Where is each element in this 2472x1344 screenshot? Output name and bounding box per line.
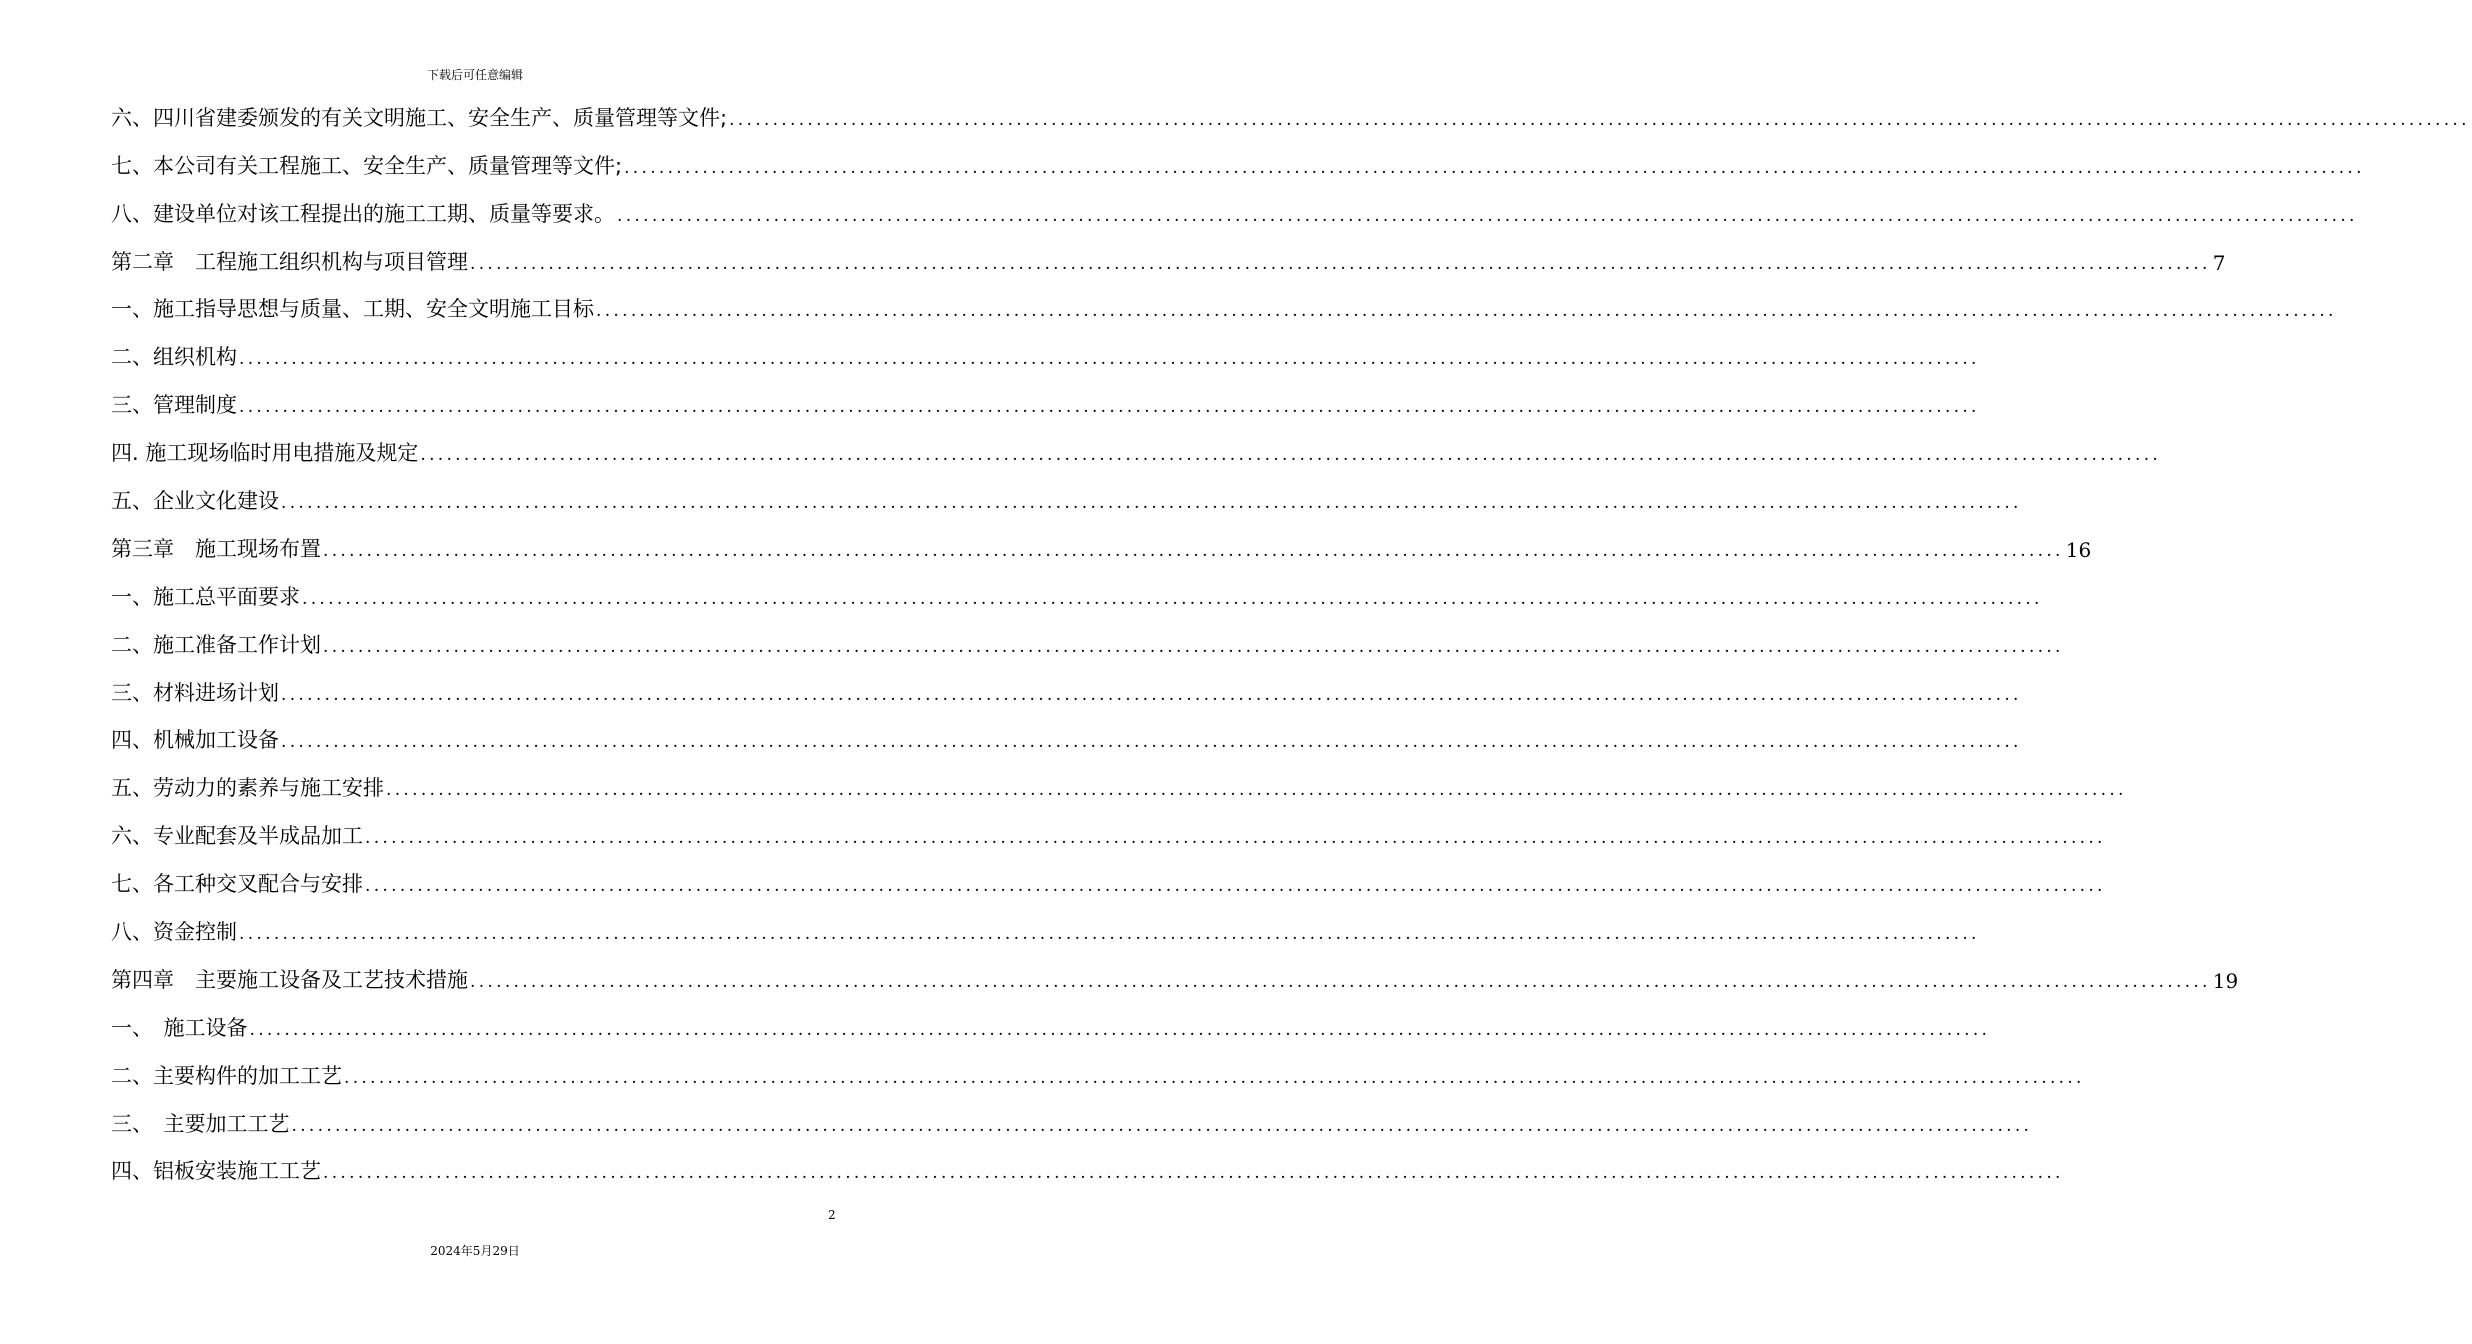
- toc-entry-label: 二、组织机构: [111, 345, 237, 370]
- toc-entry[interactable]: [111, 90, 2470, 138]
- toc-entry-label: 六、四川省建委颁发的有关文明施工、安全生产、质量管理等文件;: [111, 105, 728, 130]
- toc-entry-label: 一、 施工设备: [111, 1015, 248, 1040]
- toc-dot-leader: ........................................................................................................................................................................................................: [470, 971, 2211, 992]
- toc-entry[interactable]: [111, 856, 2106, 904]
- toc-entry[interactable]: [111, 138, 2365, 186]
- page-number: 2: [828, 1208, 836, 1222]
- toc-dot-leader: ........................................................................................................................................................................................................: [617, 205, 2358, 226]
- toc-entry[interactable]: [111, 808, 2106, 856]
- toc-entry-label: 八、资金控制: [111, 920, 237, 945]
- toc-entry[interactable]: [111, 473, 2022, 521]
- toc-dot-leader: ........................................................................................................................................................................................................: [249, 1019, 1991, 1040]
- toc-entry-page: [2022, 512, 2024, 521]
- toc-entry-page: [2085, 1087, 2087, 1096]
- toc-entry[interactable]: [111, 952, 2239, 1000]
- toc-entry-page: [2365, 177, 2367, 186]
- toc-entry-page: [2106, 895, 2108, 904]
- toc-dot-leader: ........................................................................................................................................................................................................: [323, 540, 2064, 561]
- toc-entry-label: 五、劳动力的素养与施工安排: [111, 776, 384, 801]
- toc-dot-leader: ........................................................................................................................................................................................................: [420, 445, 2162, 466]
- toc-entry-page: [2161, 464, 2163, 473]
- toc-entry-label: 五、企业文化建设: [111, 489, 279, 514]
- toc-entry-label: 第二章 工程施工组织机构与项目管理: [111, 249, 468, 274]
- toc-entry-label: 一、施工指导思想与质量、工期、安全文明施工目标: [111, 297, 594, 322]
- toc-entry-label: 三、 主要加工工艺: [111, 1111, 290, 1136]
- toc-entry-label: 四、铝板安装施工工艺: [111, 1159, 321, 1184]
- toc-dot-leader: ........................................................................................................................................................................................................: [365, 876, 2106, 897]
- toc-dot-leader: ........................................................................................................................................................................................................: [344, 1067, 2085, 1088]
- toc-dot-leader: ........................................................................................................................................................................................................: [281, 684, 2022, 705]
- toc-dot-leader: ........................................................................................................................................................................................................: [386, 780, 2127, 801]
- toc-entry[interactable]: [111, 713, 2022, 761]
- toc-dot-leader: ........................................................................................................................................................................................................: [239, 349, 1980, 370]
- toc-entry-page: [2022, 751, 2024, 760]
- toc-entry-page: [2032, 1135, 2034, 1144]
- toc-entry-label: 四. 施工现场临时用电措施及规定: [111, 441, 419, 466]
- toc-entry-label: 四、机械加工设备: [111, 728, 279, 753]
- toc-entry[interactable]: [111, 617, 2064, 665]
- toc-entry[interactable]: [111, 1096, 2033, 1144]
- toc-dot-leader: ........................................................................................................................................................................................................: [323, 636, 2064, 657]
- toc-entry[interactable]: [111, 329, 1980, 377]
- toc-dot-leader: ........................................................................................................................................................................................................: [239, 924, 1980, 945]
- toc-entry[interactable]: [111, 186, 2358, 234]
- toc-entry-label: 七、本公司有关工程施工、安全生产、质量管理等文件;: [111, 153, 623, 178]
- toc-entry[interactable]: [111, 569, 2043, 617]
- toc-entry-label: 二、施工准备工作计划: [111, 632, 321, 657]
- table-of-contents: [111, 90, 2470, 1191]
- toc-dot-leader: ........................................................................................................................................................................................................: [291, 1115, 2033, 1136]
- footer-date: 2024年5月29日: [430, 1244, 520, 1258]
- toc-entry[interactable]: [111, 1144, 2064, 1192]
- toc-entry-label: 二、主要构件的加工工艺: [111, 1063, 342, 1088]
- toc-entry-page: [2337, 320, 2339, 329]
- toc-entry-page: 7: [2212, 250, 2226, 275]
- toc-dot-leader: ........................................................................................................................................................................................................: [281, 493, 2022, 514]
- toc-entry[interactable]: [111, 521, 2092, 569]
- toc-entry[interactable]: [111, 1048, 2085, 1096]
- toc-dot-leader: ........................................................................................................................................................................................................: [302, 588, 2043, 609]
- toc-entry-page: [1980, 943, 1982, 952]
- toc-dot-leader: ........................................................................................................................................................................................................: [729, 109, 2470, 130]
- toc-entry-page: [2022, 704, 2024, 713]
- toc-entry-page: [1980, 368, 1982, 377]
- toc-entry[interactable]: [111, 904, 1980, 952]
- toc-entry-page: 19: [2212, 968, 2239, 993]
- toc-entry-page: [2358, 225, 2360, 234]
- header-note: 下载后可任意编辑: [426, 68, 523, 82]
- toc-dot-leader: ........................................................................................................................................................................................................: [323, 1163, 2064, 1184]
- toc-dot-leader: ........................................................................................................................................................................................................: [281, 732, 2022, 753]
- toc-entry-page: [1990, 1039, 1992, 1048]
- toc-entry-label: 一、施工总平面要求: [111, 584, 300, 609]
- toc-entry[interactable]: [111, 282, 2337, 330]
- toc-entry-page: [2064, 656, 2066, 665]
- toc-entry[interactable]: [111, 425, 2162, 473]
- toc-entry-page: [1980, 416, 1982, 425]
- toc-dot-leader: ........................................................................................................................................................................................................: [365, 828, 2106, 849]
- toc-entry-page: 16: [2065, 537, 2092, 562]
- toc-entry-label: 八、建设单位对该工程提出的施工工期、质量等要求。: [111, 201, 615, 226]
- toc-entry-page: [2127, 799, 2129, 808]
- toc-dot-leader: ........................................................................................................................................................................................................: [596, 301, 2337, 322]
- toc-entry-page: [2064, 1182, 2066, 1191]
- toc-dot-leader: ........................................................................................................................................................................................................: [239, 397, 1980, 418]
- toc-entry-page: [2043, 608, 2045, 617]
- toc-entry[interactable]: [111, 665, 2022, 713]
- toc-dot-leader: ........................................................................................................................................................................................................: [624, 157, 2365, 178]
- toc-entry-label: 七、各工种交叉配合与安排: [111, 872, 363, 897]
- toc-entry-label: 三、管理制度: [111, 393, 237, 418]
- toc-entry-page: [2106, 847, 2108, 856]
- toc-entry[interactable]: [111, 234, 2226, 282]
- toc-entry-label: 第四章 主要施工设备及工艺技术措施: [111, 967, 468, 992]
- toc-entry-label: 三、材料进场计划: [111, 680, 279, 705]
- toc-dot-leader: ........................................................................................................................................................................................................: [470, 253, 2211, 274]
- toc-entry-label: 第三章 施工现场布置: [111, 536, 321, 561]
- toc-entry-label: 六、专业配套及半成品加工: [111, 824, 363, 849]
- toc-entry[interactable]: [111, 377, 1980, 425]
- toc-entry[interactable]: [111, 760, 2127, 808]
- toc-entry[interactable]: [111, 1000, 1991, 1048]
